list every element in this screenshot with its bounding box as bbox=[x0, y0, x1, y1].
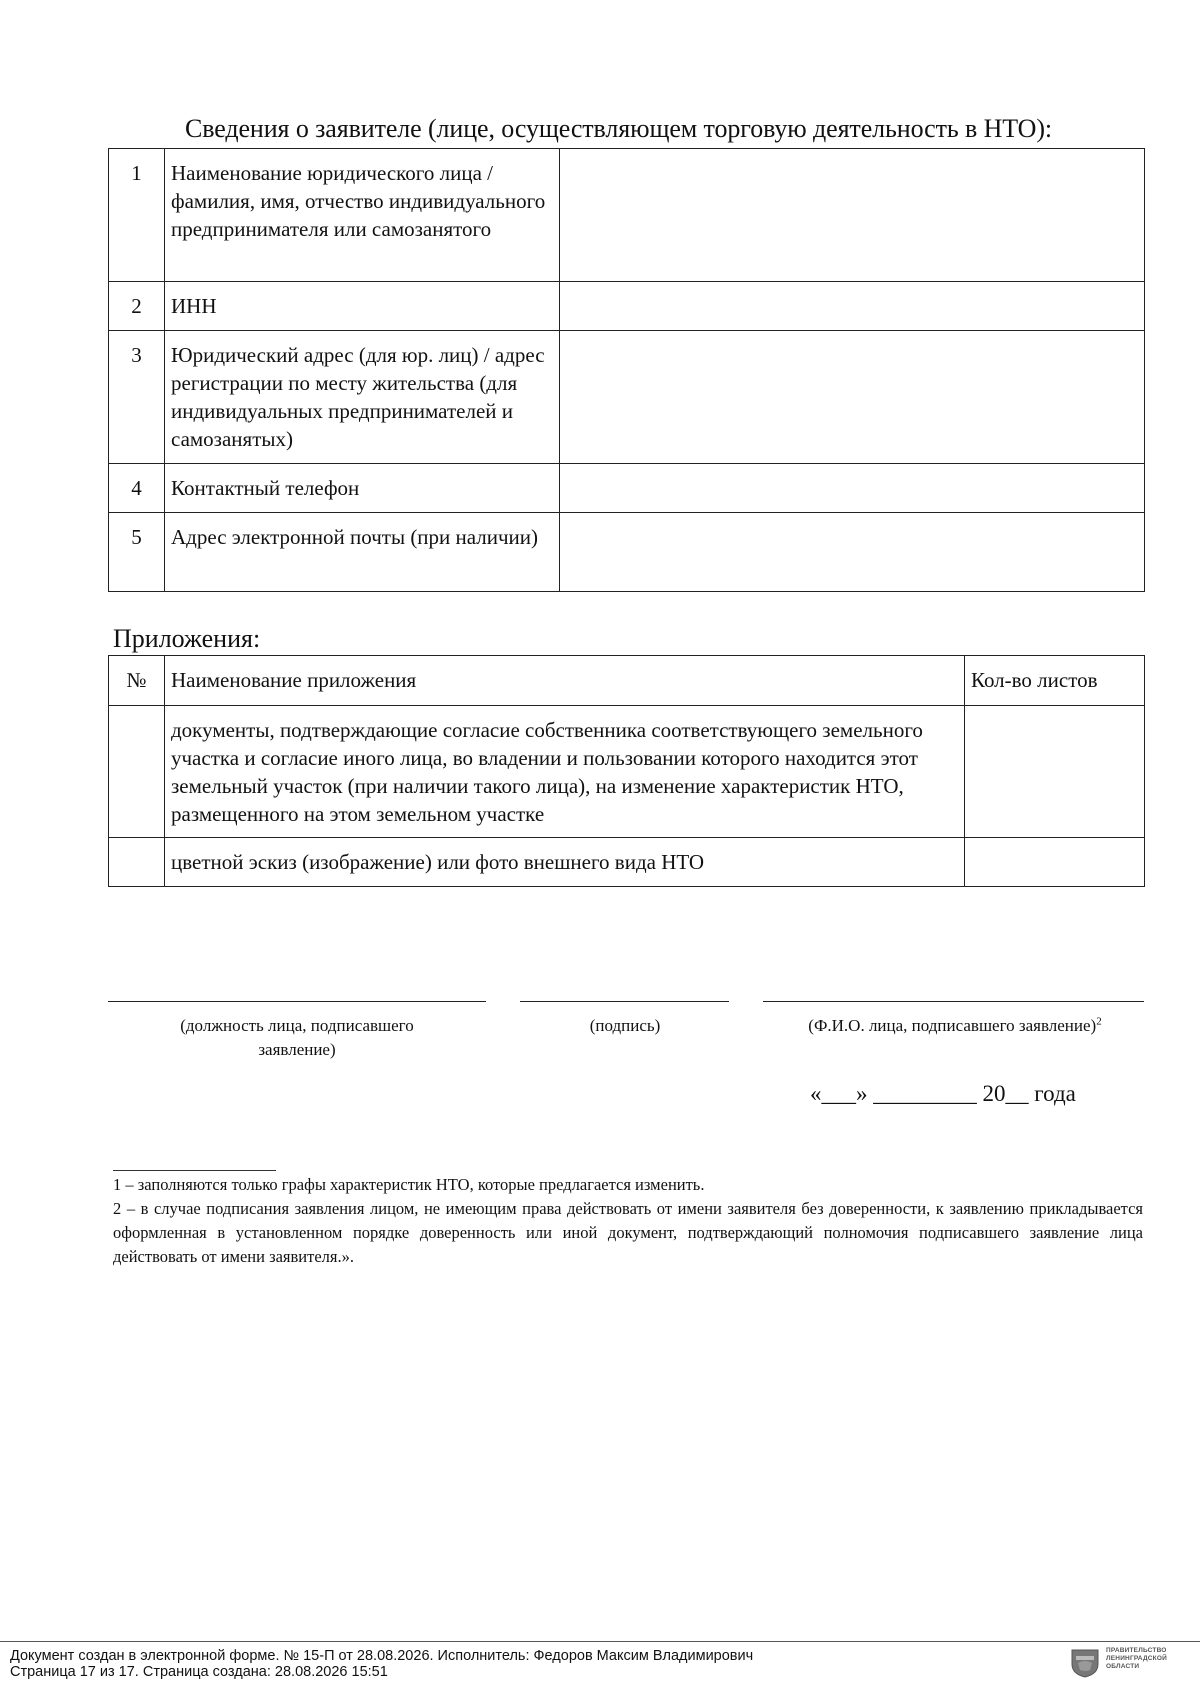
row-number: 4 bbox=[109, 464, 165, 513]
footnote-separator bbox=[113, 1170, 276, 1171]
attachments-section-heading: Приложения: bbox=[113, 624, 261, 653]
logo-text-line: ПРАВИТЕЛЬСТВО bbox=[1106, 1647, 1167, 1654]
footnote-ref: 2 bbox=[1096, 1015, 1102, 1028]
row-number: 3 bbox=[109, 331, 165, 464]
table-row bbox=[109, 706, 1145, 838]
field-label: Контактный телефон bbox=[165, 464, 560, 513]
field-value-cell[interactable] bbox=[560, 513, 1145, 592]
attachment-number bbox=[109, 838, 165, 887]
footnotes bbox=[113, 1173, 1143, 1269]
logo-text bbox=[1106, 1647, 1167, 1671]
row-number: 2 bbox=[109, 282, 165, 331]
position-signature-line[interactable] bbox=[108, 1001, 486, 1002]
attachments-table bbox=[108, 655, 1145, 887]
attachment-name: цветной эскиз (изображение) или фото внешнего вида НТО bbox=[165, 838, 965, 887]
field-value-cell[interactable] bbox=[560, 282, 1145, 331]
full-name-signature-line[interactable] bbox=[763, 1001, 1144, 1002]
column-header-name: Наименование приложения bbox=[165, 656, 965, 706]
table-header-row bbox=[109, 656, 1145, 706]
logo-text-line: ОБЛАСТИ bbox=[1106, 1663, 1140, 1670]
table-row bbox=[109, 838, 1145, 887]
table-row bbox=[109, 513, 1145, 592]
field-value-cell[interactable] bbox=[560, 331, 1145, 464]
field-label: Адрес электронной почты (при наличии) bbox=[165, 513, 560, 592]
position-caption: (должность лица, подписавшего заявление) bbox=[180, 1016, 414, 1059]
full-name-caption-text: (Ф.И.О. лица, подписавшего заявление) bbox=[808, 1016, 1097, 1035]
field-value-cell[interactable] bbox=[560, 149, 1145, 282]
attachment-sheets-cell[interactable] bbox=[965, 706, 1145, 838]
signature-line[interactable] bbox=[520, 1001, 729, 1002]
signature-caption: (подпись) bbox=[589, 1016, 661, 1035]
full-name-caption bbox=[760, 1014, 1150, 1038]
footnote-2: 2 – в случае подписания заявления лицом, не имеющим права действовать от имени заявителя без доверенности, к заявлению прикладывается оформленная в установленном порядке доверенность или иной документ, подтверждающий полномочия подписавшего заявление лица действовать от имени заявителя.». bbox=[113, 1199, 1143, 1266]
footnote-1: 1 – заполняются только графы характеристик НТО, которые предлагается изменить. bbox=[113, 1175, 705, 1194]
column-header-num: № bbox=[109, 656, 165, 706]
status-bar-separator bbox=[0, 1641, 1200, 1642]
row-number: 1 bbox=[109, 149, 165, 282]
page-info-line: Страница 17 из 17. Страница создана: 28.08.2026 15:51 bbox=[10, 1664, 388, 1680]
attachment-number bbox=[109, 706, 165, 838]
table-row bbox=[109, 464, 1145, 513]
field-label: Наименование юридического лица / фамилия, имя, отчество индивидуального предпринимателя или самозанятого bbox=[165, 149, 560, 282]
logo-text-line: ЛЕНИНГРАДСКОЙ bbox=[1106, 1655, 1167, 1662]
field-value-cell[interactable] bbox=[560, 464, 1145, 513]
government-logo bbox=[1070, 1646, 1198, 1680]
row-number: 5 bbox=[109, 513, 165, 592]
table-row bbox=[109, 331, 1145, 464]
document-info-line: Документ создан в электронной форме. № 15-П от 28.08.2026. Исполнитель: Федоров Максим Владимирович bbox=[10, 1648, 754, 1664]
applicant-info-table bbox=[108, 148, 1145, 592]
column-header-sheets: Кол-во листов bbox=[965, 656, 1145, 706]
coat-of-arms-icon bbox=[1070, 1648, 1100, 1683]
field-label: Юридический адрес (для юр. лиц) / адрес регистрации по месту жительства (для индивидуальных предпринимателей и самозанятых) bbox=[165, 331, 560, 464]
field-label: ИНН bbox=[165, 282, 560, 331]
table-row bbox=[109, 149, 1145, 282]
table-row bbox=[109, 282, 1145, 331]
document-status-bar bbox=[10, 1648, 753, 1680]
attachment-sheets-cell[interactable] bbox=[965, 838, 1145, 887]
applicant-section-heading: Сведения о заявителе (лице, осуществляющем торговую деятельность в НТО): bbox=[185, 114, 1053, 143]
attachment-name: документы, подтверждающие согласие собственника соответствующего земельного участка и согласие иного лица, во владении и пользовании которого находится этот земельный участок (при наличии такого лица), на изменение характеристик НТО, размещенного на этом земельном участке bbox=[165, 706, 965, 838]
date-field[interactable]: «___» _________ 20__ года bbox=[810, 1081, 1076, 1106]
